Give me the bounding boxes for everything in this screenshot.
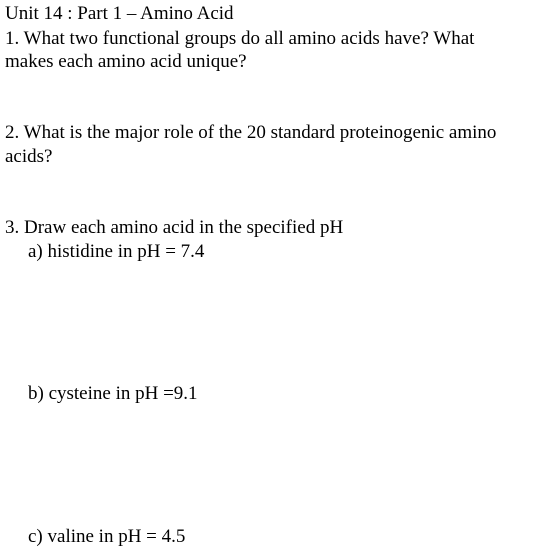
question-3-prompt: 3. Draw each amino acid in the specified pH <box>5 217 344 238</box>
question-3a-histidine: a) histidine in pH = 7.4 <box>28 241 205 262</box>
question-2-line-2: acids? <box>5 146 53 167</box>
question-3b-cysteine: b) cysteine in pH =9.1 <box>28 383 198 404</box>
page-title: Unit 14 : Part 1 – Amino Acid <box>5 3 234 24</box>
question-3c-valine: c) valine in pH = 4.5 <box>28 526 186 547</box>
question-2-line-1: 2. What is the major role of the 20 standard proteinogenic amino <box>5 122 497 143</box>
question-1-line-1: 1. What two functional groups do all amino acids have? What <box>5 28 475 49</box>
question-1-line-2: makes each amino acid unique? <box>5 51 247 72</box>
